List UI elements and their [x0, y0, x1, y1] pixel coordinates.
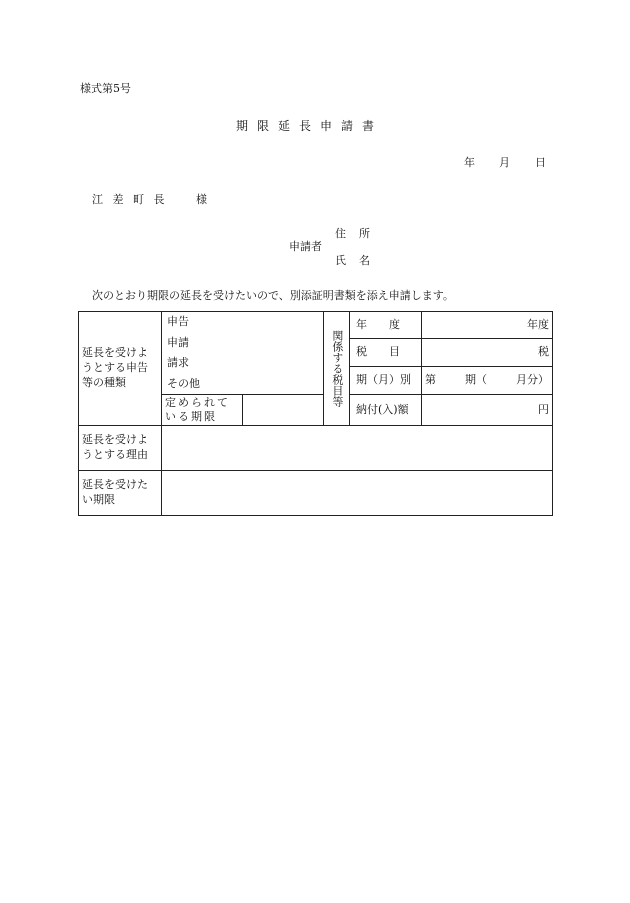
fiscal-year-field[interactable]: 年度 [422, 312, 553, 339]
form-number: 様式第5号 [80, 82, 131, 95]
period-mid: 期（ [465, 373, 487, 387]
desired-deadline-field[interactable] [162, 471, 553, 516]
reason-field[interactable] [162, 426, 553, 471]
payment-field[interactable]: 円 [422, 395, 553, 426]
period-prefix: 第 [425, 373, 436, 387]
payment-label: 納付(入)額 [350, 395, 422, 426]
date-month: 月 [499, 156, 510, 169]
page-title: 期限延長申請書 [236, 119, 384, 133]
filing-type-item: 請求 [167, 356, 189, 369]
period-field[interactable] [422, 367, 553, 395]
application-table [78, 311, 553, 516]
filing-type-item: その他 [167, 376, 200, 390]
filing-type-item: 申請 [167, 335, 189, 349]
statement: 次のとおり期限の延長を受けたいので、別添証明書類を添え申請します。 [92, 289, 454, 302]
applicant-address-label: 住 所 [335, 227, 371, 240]
tax-item-field[interactable]: 税 [422, 339, 553, 367]
fiscal-year-label: 年 度 [350, 312, 422, 339]
desired-deadline-label: 延長を受けたい期限 [79, 471, 162, 516]
filing-type-item: 申告 [167, 315, 189, 328]
applicant-label: 申請者 [289, 240, 322, 253]
filing-type-list [162, 312, 324, 395]
tax-item-label: 税 目 [350, 339, 422, 367]
deadline-field[interactable] [243, 395, 324, 426]
related-tax-label: 関係する税目等 [324, 312, 350, 426]
date-year: 年 [464, 156, 475, 169]
addressee-name: 江 差 町 長 [92, 193, 165, 206]
type-label: 延長を受けようとする申告等の種類 [79, 312, 162, 426]
deadline-label: 定められている期限 [162, 395, 243, 426]
reason-label: 延長を受けようとする理由 [79, 426, 162, 471]
date-day: 日 [535, 156, 546, 169]
addressee-honorific: 様 [196, 193, 207, 206]
applicant-name-label: 氏 名 [335, 254, 371, 267]
period-suffix: 月分） [516, 373, 549, 387]
period-label: 期（月）別 [350, 367, 422, 395]
